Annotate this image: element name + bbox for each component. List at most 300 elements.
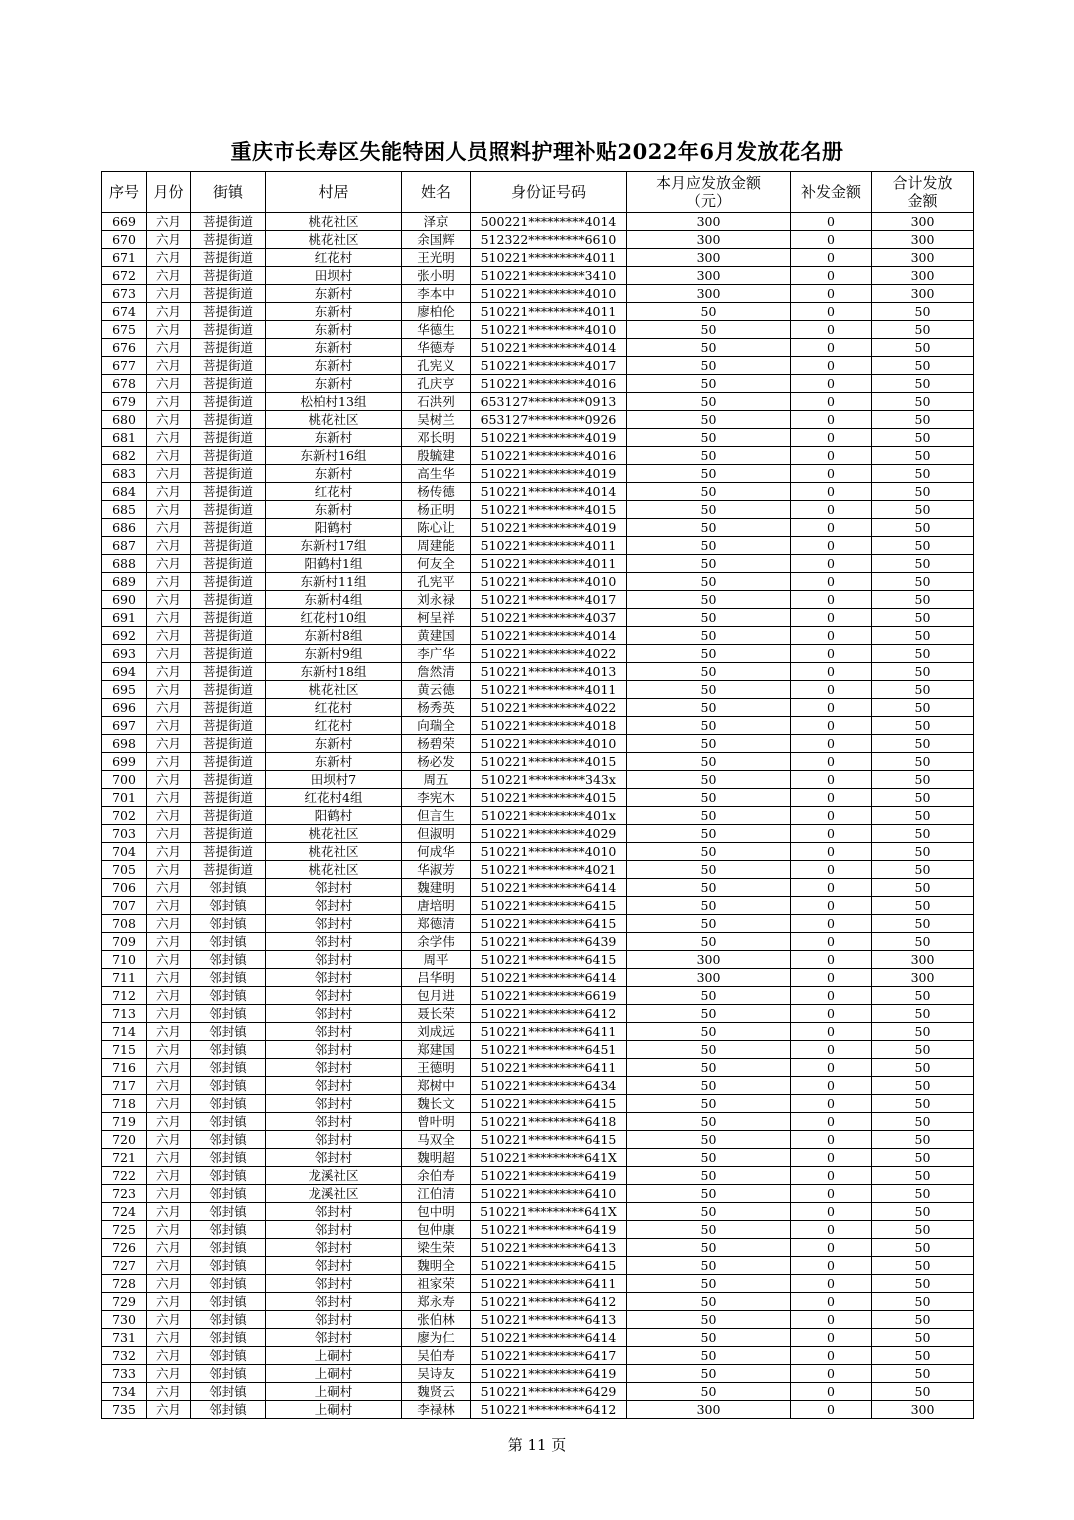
month-cell: 六月 (147, 249, 191, 267)
total-cell: 50 (872, 987, 974, 1005)
table-row (102, 591, 974, 609)
town-cell: 邻封镇 (191, 951, 266, 969)
total-cell: 50 (872, 933, 974, 951)
village-cell: 邻封村 (266, 1203, 402, 1221)
serial-cell: 684 (102, 483, 147, 501)
supplement-cell: 0 (791, 465, 872, 483)
id-number-cell: 510221*********4019 (471, 519, 627, 537)
name-cell: 柯呈祥 (402, 609, 471, 627)
serial-cell: 670 (102, 231, 147, 249)
header-cell: 月份 (147, 172, 191, 213)
serial-cell: 721 (102, 1149, 147, 1167)
supplement-cell: 0 (791, 969, 872, 987)
serial-cell: 732 (102, 1347, 147, 1365)
village-cell: 阳鹤村1组 (266, 555, 402, 573)
serial-cell: 690 (102, 591, 147, 609)
name-cell: 郑永寿 (402, 1293, 471, 1311)
month-cell: 六月 (147, 1185, 191, 1203)
id-number-cell: 510221*********6412 (471, 1293, 627, 1311)
table-row (102, 771, 974, 789)
total-cell: 300 (872, 249, 974, 267)
town-cell: 菩提街道 (191, 735, 266, 753)
id-number-cell: 510221*********4011 (471, 303, 627, 321)
serial-cell: 689 (102, 573, 147, 591)
town-cell: 邻封镇 (191, 1401, 266, 1419)
total-cell: 50 (872, 1257, 974, 1275)
supplement-cell: 0 (791, 735, 872, 753)
table-row (102, 861, 974, 879)
town-cell: 邻封镇 (191, 1293, 266, 1311)
id-number-cell: 510221*********6419 (471, 1221, 627, 1239)
supplement-cell: 0 (791, 843, 872, 861)
name-cell: 刘永禄 (402, 591, 471, 609)
serial-cell: 713 (102, 1005, 147, 1023)
total-cell: 50 (872, 753, 974, 771)
name-cell: 包仲康 (402, 1221, 471, 1239)
serial-cell: 723 (102, 1185, 147, 1203)
serial-cell: 682 (102, 447, 147, 465)
town-cell: 邻封镇 (191, 879, 266, 897)
id-number-cell: 510221*********6412 (471, 1401, 627, 1419)
amount-cell: 50 (627, 537, 791, 555)
total-cell: 50 (872, 915, 974, 933)
town-cell: 邻封镇 (191, 1113, 266, 1131)
supplement-cell: 0 (791, 951, 872, 969)
table-row (102, 1347, 974, 1365)
name-cell: 祖家荣 (402, 1275, 471, 1293)
village-cell: 松柏村13组 (266, 393, 402, 411)
name-cell: 泽京 (402, 213, 471, 231)
village-cell: 东新村 (266, 429, 402, 447)
serial-cell: 679 (102, 393, 147, 411)
town-cell: 菩提街道 (191, 609, 266, 627)
village-cell: 东新村17组 (266, 537, 402, 555)
amount-cell: 50 (627, 1041, 791, 1059)
supplement-cell: 0 (791, 447, 872, 465)
amount-cell: 300 (627, 1401, 791, 1419)
total-cell: 50 (872, 1095, 974, 1113)
month-cell: 六月 (147, 915, 191, 933)
table-row (102, 519, 974, 537)
supplement-cell: 0 (791, 915, 872, 933)
id-number-cell: 510221*********4011 (471, 537, 627, 555)
serial-cell: 711 (102, 969, 147, 987)
total-cell: 50 (872, 537, 974, 555)
id-number-cell: 510221*********641X (471, 1149, 627, 1167)
village-cell: 阳鹤村 (266, 519, 402, 537)
supplement-cell: 0 (791, 609, 872, 627)
name-cell: 但淑明 (402, 825, 471, 843)
name-cell: 吕华明 (402, 969, 471, 987)
month-cell: 六月 (147, 681, 191, 699)
table-row (102, 267, 974, 285)
total-cell: 50 (872, 519, 974, 537)
amount-cell: 50 (627, 303, 791, 321)
table-row (102, 1149, 974, 1167)
page-title: 重庆市长寿区失能特困人员照料护理补贴2022年6月发放花名册 (230, 139, 844, 164)
table-row (102, 1023, 974, 1041)
month-cell: 六月 (147, 519, 191, 537)
serial-cell: 706 (102, 879, 147, 897)
id-number-cell: 510221*********4019 (471, 429, 627, 447)
amount-cell: 300 (627, 285, 791, 303)
month-cell: 六月 (147, 627, 191, 645)
serial-cell: 724 (102, 1203, 147, 1221)
supplement-cell: 0 (791, 825, 872, 843)
village-cell: 邻封村 (266, 879, 402, 897)
serial-cell: 730 (102, 1311, 147, 1329)
name-cell: 高生华 (402, 465, 471, 483)
total-cell: 50 (872, 879, 974, 897)
name-cell: 聂长荣 (402, 1005, 471, 1023)
month-cell: 六月 (147, 393, 191, 411)
amount-cell: 50 (627, 393, 791, 411)
town-cell: 菩提街道 (191, 393, 266, 411)
name-cell: 包月进 (402, 987, 471, 1005)
id-number-cell: 510221*********4014 (471, 339, 627, 357)
id-number-cell: 510221*********6414 (471, 969, 627, 987)
village-cell: 东新村11组 (266, 573, 402, 591)
village-cell: 红花村 (266, 249, 402, 267)
town-cell: 邻封镇 (191, 1059, 266, 1077)
header-cell: 街镇 (191, 172, 266, 213)
supplement-cell: 0 (791, 807, 872, 825)
roster-table (101, 171, 974, 1419)
amount-cell: 50 (627, 861, 791, 879)
header-cell: 姓名 (402, 172, 471, 213)
month-cell: 六月 (147, 339, 191, 357)
name-cell: 包中明 (402, 1203, 471, 1221)
supplement-cell: 0 (791, 1023, 872, 1041)
table-row (102, 1311, 974, 1329)
amount-cell: 50 (627, 915, 791, 933)
town-cell: 菩提街道 (191, 303, 266, 321)
name-cell: 吴树兰 (402, 411, 471, 429)
village-cell: 桃花社区 (266, 411, 402, 429)
table-row (102, 249, 974, 267)
town-cell: 菩提街道 (191, 681, 266, 699)
village-cell: 阳鹤村 (266, 807, 402, 825)
serial-cell: 686 (102, 519, 147, 537)
supplement-cell: 0 (791, 411, 872, 429)
table-row (102, 951, 974, 969)
id-number-cell: 653127*********0913 (471, 393, 627, 411)
id-number-cell: 653127*********0926 (471, 411, 627, 429)
serial-cell: 674 (102, 303, 147, 321)
table-row (102, 1329, 974, 1347)
table-row (102, 879, 974, 897)
town-cell: 邻封镇 (191, 1347, 266, 1365)
amount-cell: 300 (627, 249, 791, 267)
town-cell: 邻封镇 (191, 1203, 266, 1221)
name-cell: 李宪木 (402, 789, 471, 807)
name-cell: 张小明 (402, 267, 471, 285)
id-number-cell: 512322*********6610 (471, 231, 627, 249)
id-number-cell: 510221*********4016 (471, 375, 627, 393)
village-cell: 红花村 (266, 483, 402, 501)
serial-cell: 694 (102, 663, 147, 681)
name-cell: 殷毓建 (402, 447, 471, 465)
serial-cell: 687 (102, 537, 147, 555)
amount-cell: 300 (627, 267, 791, 285)
month-cell: 六月 (147, 1005, 191, 1023)
supplement-cell: 0 (791, 861, 872, 879)
supplement-cell: 0 (791, 537, 872, 555)
amount-cell: 50 (627, 609, 791, 627)
supplement-cell: 0 (791, 1365, 872, 1383)
village-cell: 东新村9组 (266, 645, 402, 663)
name-cell: 黄建国 (402, 627, 471, 645)
id-number-cell: 510221*********4010 (471, 843, 627, 861)
supplement-cell: 0 (791, 303, 872, 321)
name-cell: 江伯清 (402, 1185, 471, 1203)
amount-cell: 300 (627, 213, 791, 231)
town-cell: 邻封镇 (191, 1077, 266, 1095)
village-cell: 桃花社区 (266, 681, 402, 699)
month-cell: 六月 (147, 969, 191, 987)
amount-cell: 50 (627, 1167, 791, 1185)
id-number-cell: 510221*********6439 (471, 933, 627, 951)
supplement-cell: 0 (791, 1275, 872, 1293)
month-cell: 六月 (147, 447, 191, 465)
name-cell: 魏明超 (402, 1149, 471, 1167)
supplement-cell: 0 (791, 753, 872, 771)
total-cell: 50 (872, 1239, 974, 1257)
town-cell: 邻封镇 (191, 1095, 266, 1113)
supplement-cell: 0 (791, 897, 872, 915)
total-cell: 50 (872, 321, 974, 339)
supplement-cell: 0 (791, 555, 872, 573)
name-cell: 余国辉 (402, 231, 471, 249)
id-number-cell: 510221*********6414 (471, 879, 627, 897)
serial-cell: 720 (102, 1131, 147, 1149)
month-cell: 六月 (147, 1293, 191, 1311)
amount-cell: 50 (627, 519, 791, 537)
supplement-cell: 0 (791, 1149, 872, 1167)
name-cell: 黄云德 (402, 681, 471, 699)
serial-cell: 715 (102, 1041, 147, 1059)
total-cell: 50 (872, 825, 974, 843)
total-cell: 50 (872, 1383, 974, 1401)
town-cell: 菩提街道 (191, 213, 266, 231)
supplement-cell: 0 (791, 321, 872, 339)
table-row (102, 627, 974, 645)
village-cell: 邻封村 (266, 1293, 402, 1311)
table-row (102, 681, 974, 699)
village-cell: 桃花社区 (266, 213, 402, 231)
id-number-cell: 510221*********4014 (471, 483, 627, 501)
village-cell: 邻封村 (266, 1041, 402, 1059)
town-cell: 菩提街道 (191, 771, 266, 789)
village-cell: 东新村 (266, 285, 402, 303)
name-cell: 杨秀英 (402, 699, 471, 717)
month-cell: 六月 (147, 753, 191, 771)
table-row (102, 1365, 974, 1383)
total-cell: 50 (872, 1203, 974, 1221)
amount-cell: 50 (627, 411, 791, 429)
serial-cell: 726 (102, 1239, 147, 1257)
name-cell: 王德明 (402, 1059, 471, 1077)
month-cell: 六月 (147, 1239, 191, 1257)
town-cell: 菩提街道 (191, 447, 266, 465)
supplement-cell: 0 (791, 1221, 872, 1239)
amount-cell: 50 (627, 933, 791, 951)
serial-cell: 719 (102, 1113, 147, 1131)
month-cell: 六月 (147, 951, 191, 969)
supplement-cell: 0 (791, 789, 872, 807)
amount-cell: 50 (627, 483, 791, 501)
id-number-cell: 510221*********6619 (471, 987, 627, 1005)
amount-cell: 50 (627, 1023, 791, 1041)
village-cell: 邻封村 (266, 1095, 402, 1113)
table-row (102, 1275, 974, 1293)
village-cell: 邻封村 (266, 915, 402, 933)
supplement-cell: 0 (791, 1203, 872, 1221)
supplement-cell: 0 (791, 717, 872, 735)
month-cell: 六月 (147, 1041, 191, 1059)
id-number-cell: 510221*********6413 (471, 1239, 627, 1257)
total-cell: 50 (872, 663, 974, 681)
month-cell: 六月 (147, 771, 191, 789)
village-cell: 邻封村 (266, 933, 402, 951)
town-cell: 邻封镇 (191, 897, 266, 915)
serial-cell: 722 (102, 1167, 147, 1185)
table-row (102, 339, 974, 357)
town-cell: 邻封镇 (191, 969, 266, 987)
name-cell: 华德生 (402, 321, 471, 339)
village-cell: 红花村4组 (266, 789, 402, 807)
supplement-cell: 0 (791, 249, 872, 267)
month-cell: 六月 (147, 1113, 191, 1131)
month-cell: 六月 (147, 591, 191, 609)
village-cell: 东新村8组 (266, 627, 402, 645)
amount-cell: 50 (627, 1203, 791, 1221)
table-row (102, 969, 974, 987)
table-row (102, 1059, 974, 1077)
table-row (102, 1005, 974, 1023)
name-cell: 张伯林 (402, 1311, 471, 1329)
name-cell: 廖柏伦 (402, 303, 471, 321)
supplement-cell: 0 (791, 1167, 872, 1185)
table-row (102, 555, 974, 573)
amount-cell: 50 (627, 1329, 791, 1347)
town-cell: 邻封镇 (191, 1167, 266, 1185)
table-row (102, 699, 974, 717)
id-number-cell: 500221*********4014 (471, 213, 627, 231)
total-cell: 50 (872, 357, 974, 375)
amount-cell: 50 (627, 645, 791, 663)
supplement-cell: 0 (791, 1347, 872, 1365)
id-number-cell: 510221*********4011 (471, 249, 627, 267)
table-row (102, 807, 974, 825)
table-row (102, 1293, 974, 1311)
name-cell: 周平 (402, 951, 471, 969)
serial-cell: 727 (102, 1257, 147, 1275)
total-cell: 50 (872, 861, 974, 879)
town-cell: 菩提街道 (191, 231, 266, 249)
town-cell: 菩提街道 (191, 573, 266, 591)
id-number-cell: 510221*********4022 (471, 645, 627, 663)
serial-cell: 678 (102, 375, 147, 393)
month-cell: 六月 (147, 1347, 191, 1365)
total-cell: 50 (872, 1041, 974, 1059)
town-cell: 菩提街道 (191, 483, 266, 501)
supplement-cell: 0 (791, 231, 872, 249)
village-cell: 东新村16组 (266, 447, 402, 465)
village-cell: 东新村 (266, 375, 402, 393)
table-row (102, 1113, 974, 1131)
supplement-cell: 0 (791, 645, 872, 663)
table-row (102, 1041, 974, 1059)
name-cell: 魏长文 (402, 1095, 471, 1113)
serial-cell: 683 (102, 465, 147, 483)
total-cell: 50 (872, 573, 974, 591)
supplement-cell: 0 (791, 375, 872, 393)
name-cell: 杨正明 (402, 501, 471, 519)
id-number-cell: 510221*********4010 (471, 285, 627, 303)
amount-cell: 50 (627, 1149, 791, 1167)
id-number-cell: 510221*********4014 (471, 627, 627, 645)
supplement-cell: 0 (791, 519, 872, 537)
town-cell: 菩提街道 (191, 285, 266, 303)
total-cell: 50 (872, 447, 974, 465)
amount-cell: 50 (627, 501, 791, 519)
serial-cell: 671 (102, 249, 147, 267)
table-row (102, 285, 974, 303)
serial-cell: 731 (102, 1329, 147, 1347)
month-cell: 六月 (147, 429, 191, 447)
town-cell: 菩提街道 (191, 861, 266, 879)
supplement-cell: 0 (791, 1311, 872, 1329)
name-cell: 杨必发 (402, 753, 471, 771)
month-cell: 六月 (147, 573, 191, 591)
name-cell: 魏明全 (402, 1257, 471, 1275)
table-row (102, 393, 974, 411)
name-cell: 郑建国 (402, 1041, 471, 1059)
id-number-cell: 510221*********4011 (471, 555, 627, 573)
table-row (102, 375, 974, 393)
name-cell: 唐培明 (402, 897, 471, 915)
supplement-cell: 0 (791, 1077, 872, 1095)
village-cell: 邻封村 (266, 1149, 402, 1167)
name-cell: 詹然清 (402, 663, 471, 681)
village-cell: 上硐村 (266, 1365, 402, 1383)
total-cell: 50 (872, 609, 974, 627)
amount-cell: 50 (627, 825, 791, 843)
table-row (102, 1167, 974, 1185)
serial-cell: 685 (102, 501, 147, 519)
month-cell: 六月 (147, 375, 191, 393)
id-number-cell: 510221*********6419 (471, 1365, 627, 1383)
town-cell: 菩提街道 (191, 249, 266, 267)
serial-cell: 707 (102, 897, 147, 915)
table-row (102, 825, 974, 843)
name-cell: 李广华 (402, 645, 471, 663)
supplement-cell: 0 (791, 483, 872, 501)
village-cell: 桃花社区 (266, 861, 402, 879)
total-cell: 50 (872, 1275, 974, 1293)
month-cell: 六月 (147, 267, 191, 285)
serial-cell: 703 (102, 825, 147, 843)
amount-cell: 50 (627, 1275, 791, 1293)
village-cell: 邻封村 (266, 987, 402, 1005)
id-number-cell: 510221*********6415 (471, 915, 627, 933)
name-cell: 吴诗友 (402, 1365, 471, 1383)
month-cell: 六月 (147, 501, 191, 519)
month-cell: 六月 (147, 1329, 191, 1347)
name-cell: 何成华 (402, 843, 471, 861)
id-number-cell: 510221*********4015 (471, 789, 627, 807)
